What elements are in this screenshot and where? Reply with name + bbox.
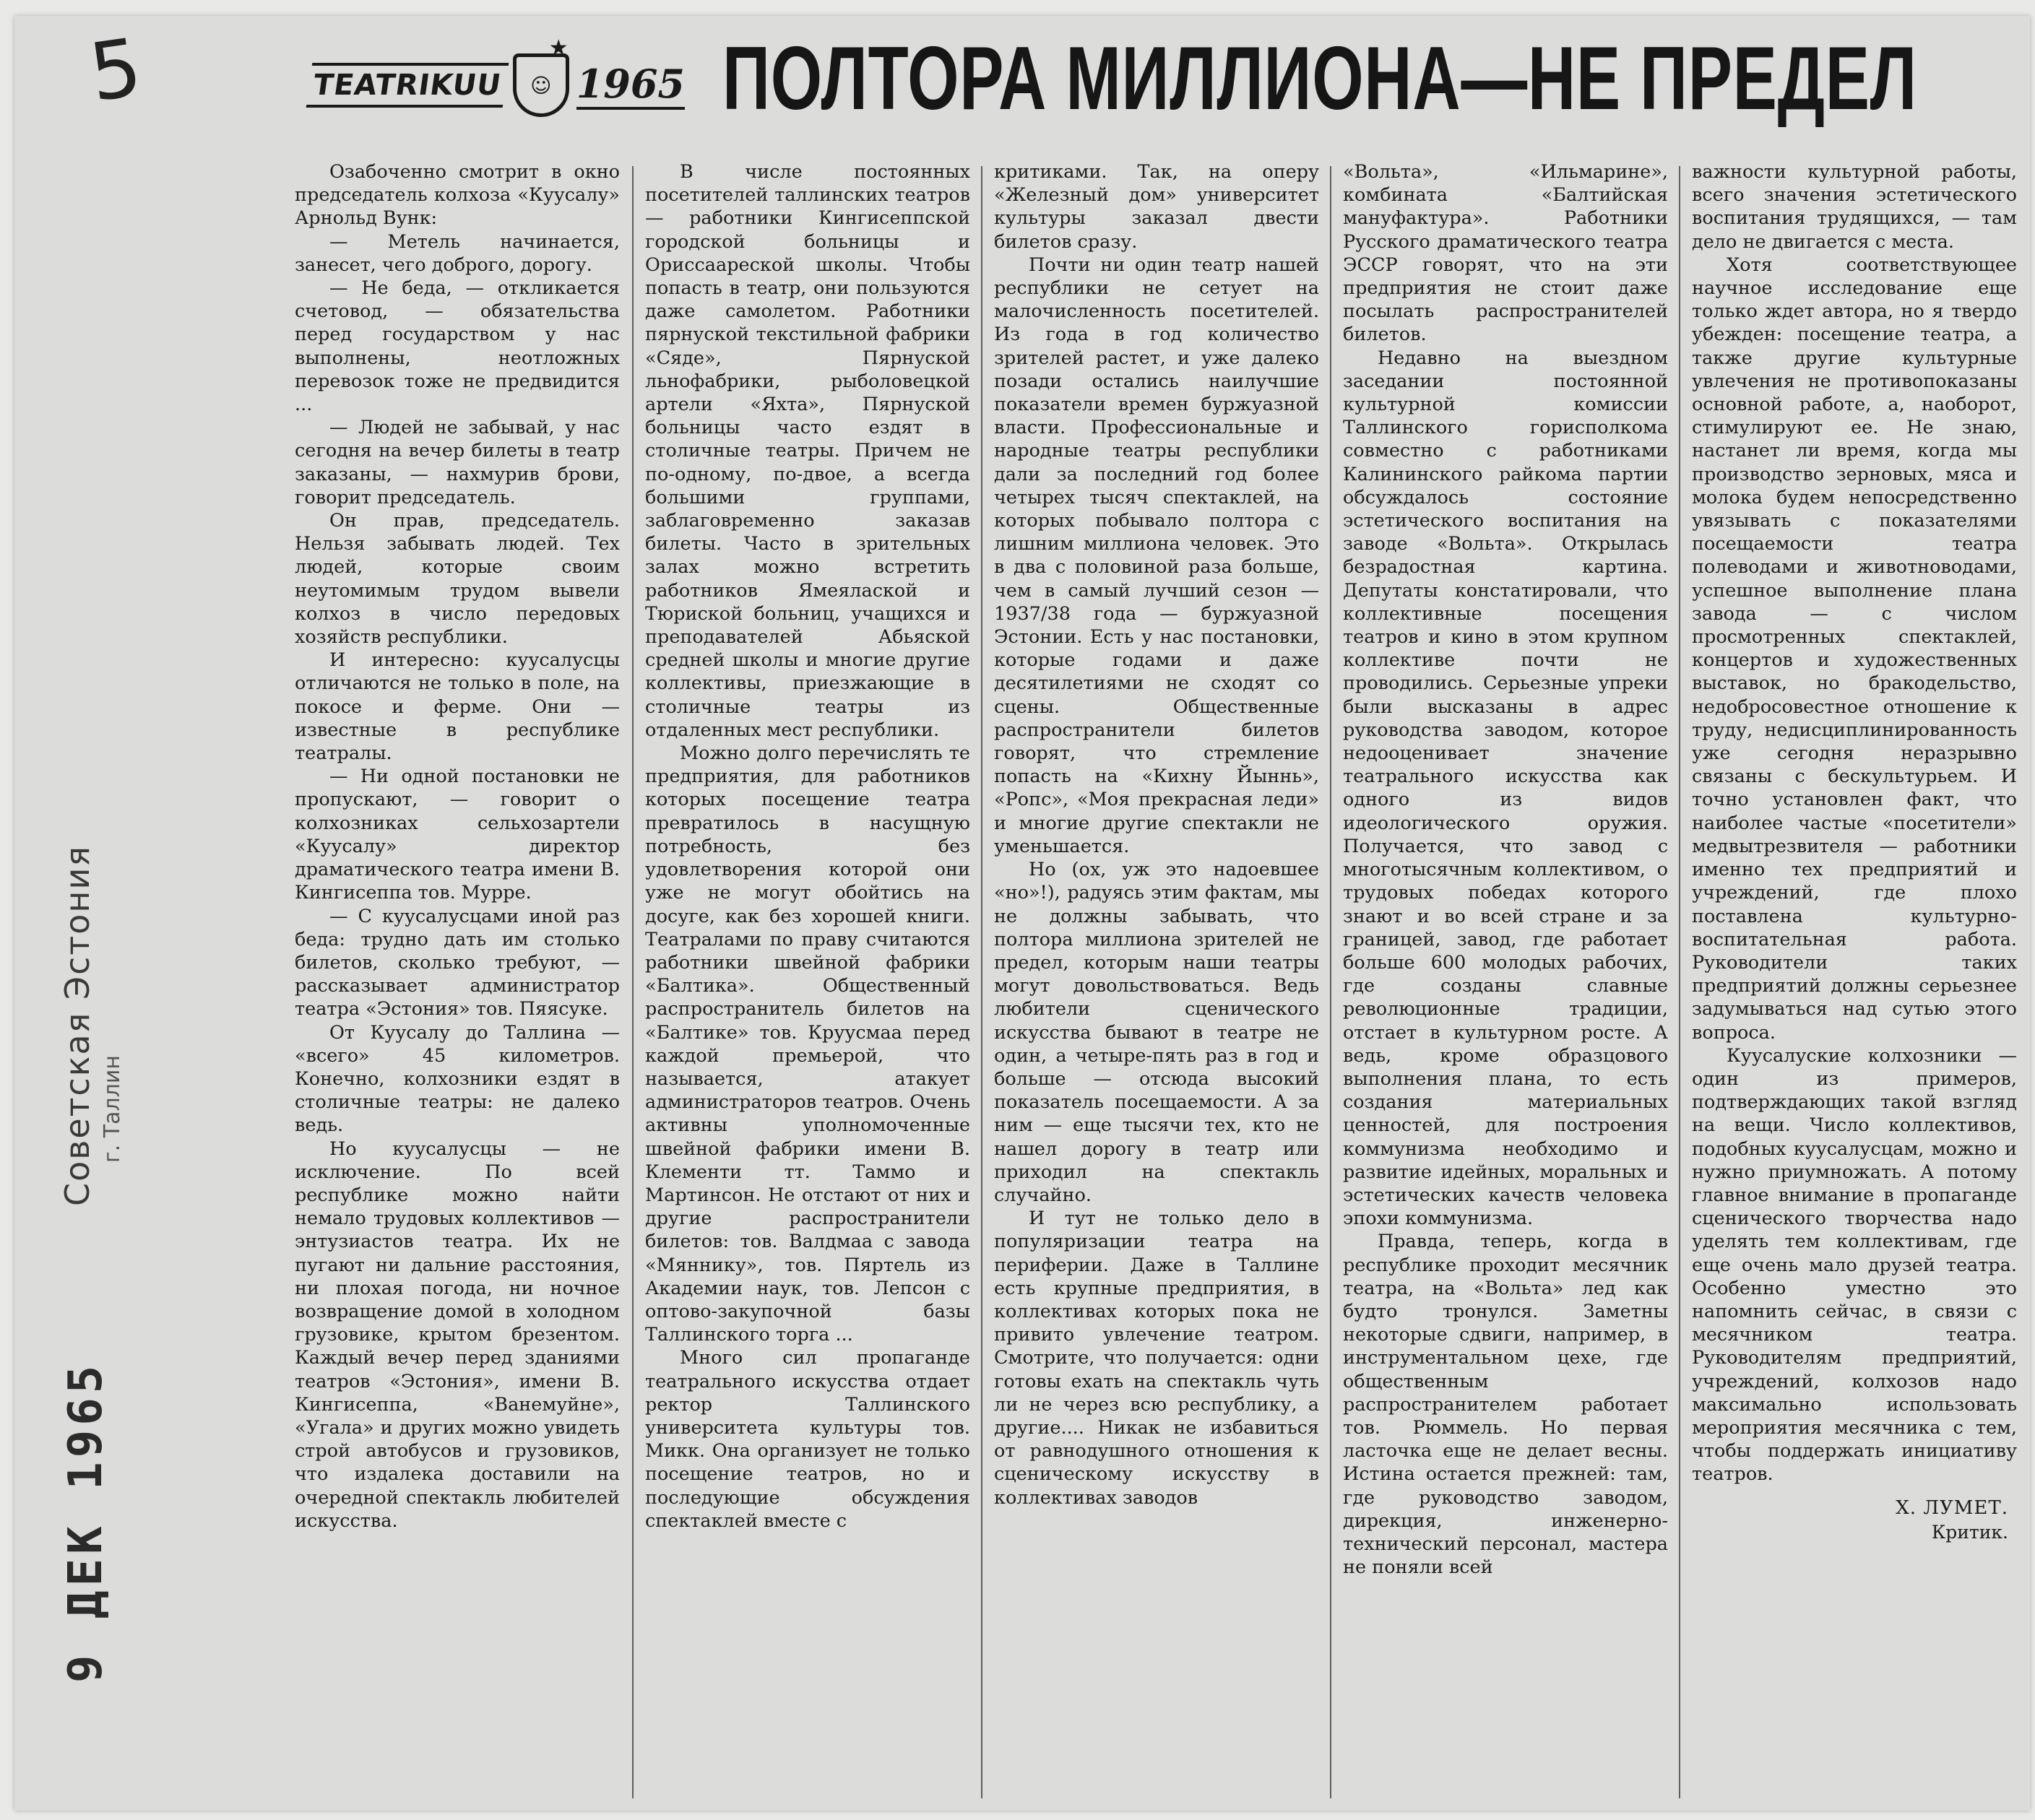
article-paragraph: — Ни одной постановки не пропускают, — говорит о колхозниках сельхозартели «Куусалу» директор драматического театра имени В. Кингисеппа тов. Мурре. <box>295 766 620 904</box>
date-stamp: 9 ДЕК 1965 <box>59 1361 113 1683</box>
newspaper-name-stamp: Советская Эстония <box>58 844 97 1206</box>
star-icon: ★ <box>548 35 569 61</box>
article-paragraph: важности культурной работы, всего значения эстетического воспитания трудящихся, — там дело не двигается с места. <box>1692 161 2017 253</box>
theatre-month-masthead <box>309 35 685 118</box>
column-divider <box>1679 166 1680 1798</box>
article-headline: ПОЛТОРА МИЛЛИОНА—НЕ ПРЕДЕЛ <box>722 29 1917 129</box>
article-paragraph: — С куусалусцами иной раз беда: трудно дать им столько билетов, сколько требуют, — рассказывает администратор театра «Эстония» тов. Пяясуке. <box>295 905 620 1020</box>
article-paragraph: Озабоченно смотрит в окно председатель колхоза «Куусалу» Арнольд Вунк: <box>295 161 620 230</box>
article-paragraph: Много сил пропаганде театрального искусства отдает ректор Таллинского университета культуры тов. Микк. Она организует не только посещение театров, но и последующие обсуждения спектаклей вместе с <box>645 1347 970 1532</box>
article-paragraph: От Куусалу до Таллина — «всего» 45 километров. Конечно, колхозники ездят в столичные театры: не далеко ведь. <box>295 1021 620 1137</box>
article-paragraph: Хотя соответствующее научное исследование еще только ждет автора, но я твердо убежден: посещение театра, а также другие культурные увлечения не противопоказаны основной работе, а, наоборот, стимулируют ее. Не знаю, настанет ли время, когда мы производство зерновых, мяса и молока будем непосредственно увязывать с показателями посещаемости театра полеводами и животноводами, успешное выполнение плана завода — с числом просмотренных спектаклей, концертов и художественных выставок, но бракодельство, недобросовестное отношение к труду, недисциплинированность уже сегодня неразрывно связаны с бескультурьем. И точно установлен факт, что наиболее частые «посетители» медвытрезвителя — работники именно тех предприятий и учреждений, где плохо поставлена культурно-воспитательная работа. Руководители таких предприятий должны серьезнее задумываться над сутью этого вопроса. <box>1692 254 2017 1044</box>
article-paragraph: И интересно: куусалусцы отличаются не только в поле, на покосе и ферме. Они — известные в республике театралы. <box>295 649 620 765</box>
masthead-word: TEATRIKUU <box>306 63 509 108</box>
article-paragraph: Он прав, председатель. Нельзя забывать людей. Тех людей, которые своим неутомимым трудом вывели колхоз в число передовых хозяйств республики. <box>295 510 620 649</box>
column-divider <box>1330 166 1331 1798</box>
article-paragraph: Недавно на выездном заседании постоянной культурной комиссии Таллинского горисполкома совместно с работниками Калининского райкома партии обсуждалось состояние эстетического воспитания на заводе «Вольта». Открылась безрадостная картина. Депутаты констатировали, что коллективные посещения театров и кино в этом крупном коллективе почти не проводились. Серьезные упреки были высказаны в адрес руководства заводом, которое недооценивает значение театрального искусства как одного из видов идеологического оружия. Получается, что завод с многотысячным коллективом, о трудовых победах которого знают и во всей стране и за границей, завод, где работает больше 600 молодых рабочих, где созданы славные революционные традиции, отстает в культурном росте. А ведь, кроме образцового выполнения плана, то есть создания материальных ценностей, для построения коммунизма необходимо и развитие идейных, моральных и эстетических качеств человека эпохи коммунизма. <box>1343 347 1668 1230</box>
column-divider <box>981 166 982 1798</box>
article-column-2 <box>645 160 970 1803</box>
article-column-1 <box>295 160 620 1803</box>
article-paragraph: Можно долго перечислять те предприятия, для работников которых посещение театра превратилось в насущную потребность, без удовлетворения которой они уже не могут обойтись на досуге, как без хорошей книги. Театралами по праву считаются работники швейной фабрики «Балтика». Общественный распространитель билетов на «Балтике» тов. Круусмаа перед каждой премьерой, что называется, атакует администраторов театров. Очень активны уполномоченные швейной фабрики имени В. Клементи тт. Таммо и Мартинсон. Не отстают от них и другие распространители билетов: тов. Валдмаа с завода «Мяннику», тов. Пяртель из Академии наук, тов. Лепсон с оптово-закупочной базы Таллинского торга ... <box>645 742 970 1346</box>
article-column-4 <box>1343 160 1668 1803</box>
mask-glyph: ☺ <box>530 73 552 98</box>
article-paragraph: — Людей не забывай, у нас сегодня на вечер билеты в театр заказаны, — нахмурив брови, говорит председатель. <box>295 417 620 508</box>
column-5-text <box>1692 160 2017 1486</box>
article-column-3 <box>994 160 1319 1803</box>
city-stamp: г. Таллин <box>100 1054 125 1163</box>
article-paragraph: — Не беда, — откликается счетовод, — обязательства перед государством у нас выполнены, неотложных перевозок тоже не предвидится ... <box>295 277 620 416</box>
theatre-mask-icon <box>513 35 569 117</box>
author-role: Критик. <box>1931 1521 2008 1543</box>
article-paragraph: Но (ох, уж это надоевшее «но»!), радуясь этим фактам, мы не должны забывать, что полтора миллиона зрителей не предел, которым наши театры могут довольствоваться. Ведь любители сценического искусства бывают в театре не один, а четыре-пять раз в год и больше — отсюда высокий показатель посещаемости. А за ним — еще тысячи тех, кто не нашел дорогу в театр или приходил на спектакль случайно. <box>994 859 1319 1206</box>
article-paragraph: Но куусалусцы — не исключение. По всей республике можно найти немало трудовых коллективов — энтузиастов театра. Их не пугают ни дальние расстояния, ни плохая погода, ни ночное возвращение домой в холодном грузовике, крытом брезентом. Каждый вечер перед зданиями театров «Эстония», имени В. Кингисеппа, «Ванемуйне», «Угала» и других можно увидеть строй автобусов и грузовиков, что издалека доставили на очередной спектакль любителей искусства. <box>295 1138 620 1532</box>
article-paragraph: Почти ни один театр нашей республики не сетует на малочисленность посетителей. Из года в год количество зрителей растет, и уже далеко позади остались наилучшие показатели времен буржуазной власти. Профессиональные и народные театры республики дали за последний год более четырех тысяч спектаклей, на которых побывало полтора с лишним миллиона человек. Это в два с половиной раза больше, чем в самый лучший сезон — 1937/38 года — буржуазной Эстонии. Есть у нас постановки, которые годами и даже десятилетиями не сходят со сцены. Общественные распространители билетов говорят, что стремление попасть на «Кихну Йыннь», «Ропс», «Моя прекрасная леди» и многие другие спектакли не уменьшается. <box>994 254 1319 857</box>
author-signature: Х. ЛУМЕТ. <box>1896 1496 2008 1519</box>
article-column-5 <box>1692 160 2017 1803</box>
column-divider <box>632 166 634 1798</box>
article-paragraph: И тут не только дело в популяризации театра на периферии. Даже в Таллине есть крупные предприятия, в коллективах которых пока не привито увлечение театром. Смотрите, что получается: одни готовы ехать на спектакль чуть ли не через всю республику, а другие.... Никак не избавиться от равнодушного отношения к сценическому искусству в коллективах заводов <box>994 1208 1319 1509</box>
handwritten-mark: 5 <box>84 20 147 120</box>
masthead-year: 1965 <box>576 61 685 110</box>
article-paragraph: Правда, теперь, когда в республике проходит месячник театра, на «Вольта» лед как будто тронулся. Заметны некоторые сдвиги, например, в инструментальном цехе, где общественным распространителем работает тов. Рюммель. Но первая ласточка еще не делает весны. Истина остается прежней: там, где руководство заводом, дирекция, инженерно-технический персонал, мастера не поняли всей <box>1343 1231 1668 1579</box>
article-paragraph: Куусалуские колхозники — один из примеров, подтверждающих такой взгляд на вещи. Число коллективов, подобных куусалусцам, можно и нужно приумножать. А потому главное внимание в пропаганде сценического творчества надо уделять тем коллективам, где еще очень мало друзей театра. Особенно уместно это напомнить сейчас, в связи с месячником театра. Руководителям предприятий, учреждений, колхозов надо максимально использовать мероприятия месячника с тем, чтобы поддержать инициативу театров. <box>1692 1044 2017 1486</box>
article-paragraph: В числе постоянных посетителей таллинских театров — работники Кингисеппской городской больницы и Ориссаареской школы. Чтобы попасть в театр, они пользуются даже самолетом. Работники пярнуской текстильной фабрики «Сяде», Пярнуской льнофабрики, рыболовецкой артели «Яхта», Пярнуской больницы часто ездят в столичные театры. Причем не по-одному, по-двое, а всегда большими группами, заблаговременно заказав билеты. Часто в зрительных залах можно встретить работников Ямеялаской и Тюриской больниц, учащихся и преподавателей Абьяской средней школы и многие другие коллективы, приезжающие в столичные театры из отдаленных мест республики. <box>645 161 970 741</box>
article-paragraph: «Вольта», «Ильмарине», комбината «Балтийская мануфактура». Работники Русского драматического театра ЭССР говорят, что на эти предприятия не стоит даже посылать распространителей билетов. <box>1343 161 1668 346</box>
article-paragraph: критиками. Так, на оперу «Железный дом» университет культуры заказал двести билетов сразу. <box>994 161 1319 253</box>
article-paragraph: — Метель начинается, занесет, чего доброго, дорогу. <box>295 230 620 276</box>
article-body <box>295 160 2021 1803</box>
